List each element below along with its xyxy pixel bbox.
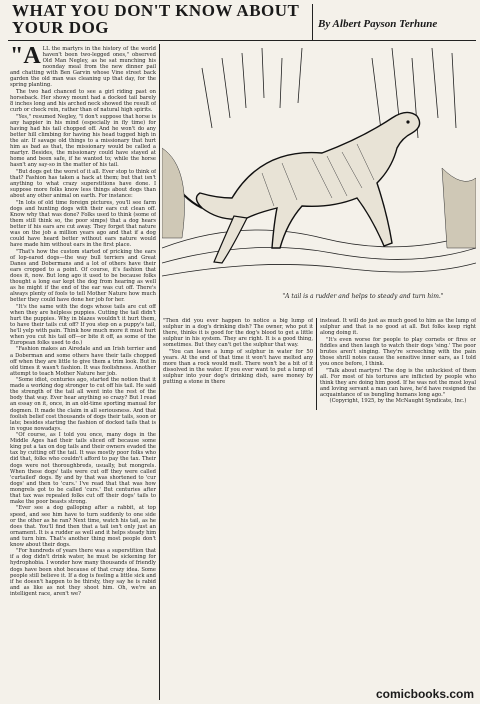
dog-illustration [162,48,476,288]
paragraph: "For hundreds of years there was a superstition that if a dog didn't drink water, he must be sickening for hydrophobia. I wonder how many thousands of friendly dogs have been shot because of that crazy idea. Some people still believe it. If a dog is feeling a little sick and if he doesn't happen to be thirsty, they say he is rabid and as like as not they shoot him. Oh, we're an intelligent race, aren't we? [10,548,156,597]
column-rule [316,318,317,410]
title-rule [8,40,476,41]
copyright-line: (Copyright, 1925, by the McNaught Syndicate, Inc.) [329,398,467,405]
paragraph-text: LL the martyrs in the history of the world haven't been two-legged ones," observed Old Man Negley, as he sat munching his noonday meal from the new dinner pail and chatting with Ben Garvin whose Vine street back garden the old man was cleaning up that day, for the spring planting. [10,46,156,89]
article-column-1 [10,46,156,702]
drop-cap: "A [10,46,41,69]
paragraph: "Then did you ever happen to notice a big lump of sulphur in a dog's drinking dish? The owner, who put it there, thinks it is good for the dog's blood to get a little sulphur in his system. They are right. It is a good thing, sometimes. But they can't get the sulphur that way. [163,318,313,349]
paragraph: "It's even worse for people to play cornets or fires or fiddles and then laugh to watch their dogs 'sing.' The poor brutes aren't singing. They're screeching with the pain those shrill notes cause the sensitive inner ears, as I told you once before, I think. [320,336,476,367]
paragraph: "Of course, as I told you once, many dogs in the Middle Ages had their tails sliced off because some king put a tax on dog tails and their owners evaded the tax by cutting off the tail. It was mostly poor folks who did that, folks who couldn't afford to pay the tax. Their dogs were not thoroughbreds, usually, but mongrels. When these dogs' tails were cut off they were called 'curtailed' dogs. By and by that was shortened to 'cur dogs' and then to 'curs.' I've read that that was how mongrels got to be called 'curs.' But centuries after that tax was repealed folks cut off their dogs' tails to make the poor beasts strong. [10,432,156,505]
title-divider [312,4,313,40]
column-rule [159,44,160,700]
site-watermark: comicbooks.com [375,687,474,701]
article-column-3 [320,318,476,418]
paragraph: "That's how the custom started of pricking the ears of lop-eared dogs—the way bull terriers and Great Danes and Dobermans and a lot of others have their ears cropped to a point. Of course, it's fashion that does it, now. But long ago it used to be because folks thought a long ear kept the dog from hearing as well as he might if the end of the ear was cut off. There's always plenty of fools to tell Mother Nature how much better they could have done her job for her. [10,248,156,303]
paragraph: "Fashion makes an Airedale and an Irish terrier and a Doberman and some others have their tails chopped off when they are little to give them a trim look. But in old times it wasn't fashion. It was foolishness. Another attempt to teach Mother Nature her job. [10,346,156,377]
article-column-2 [163,318,313,418]
paragraph: "Ever see a dog galloping after a rabbit, at top speed, and see him have to turn suddenly to one side or the other as he ran? Next time, watch his tail, as he does that. You'll find then that a tail isn't only just an ornament. It is a rudder as well and it helps steady him and turn him. That's another thing most people don't know about their dogs. [10,505,156,548]
paragraph: "In lots of old time foreign pictures, you'll see farm dogs and hunting dogs with their ears cut clean off. Know why that was done? Folks used to think (some of them still think so, the poor simps) that a dog hears better if his ears are cut away. They forget that nature was on the job a million years ago and that if a dog could have heard better without ears nature would have made him without ears in the first place. [10,199,156,248]
illustration-caption: "A tail is a rudder and helps to steady and turn him." [282,293,444,300]
paragraph: "Yes," resumed Negley, "I don't suppose that horse is any happier in his mind (especially in fly time) for having had his tail chopped off. And he won't do any better hill climbing for having his head tugged high in the air. If savage old things to a missionary that hurt him as bad as that, the missionary would be called a martyr. Besides, the missionary could have stayed at home and been safe, if he wanted to; while the horse hasn't any say-so in the matter of his tail. [10,113,156,169]
lead-paragraph [10,46,156,88]
paragraph: "Talk about martyrs! The dog is the unluckiest of them all. For most of his tortures are inflicted by people who think they are doing him good. If he was not the most loyal and loving servant a man can have, he'd have resigned the acquaintance of us bungling humans long ago." [320,367,476,398]
paragraph: "But dogs get the worst of it all. Ever stop to think of that? Fashion has taken a hack at them; but that isn't anything to what crazy superstitions have done. I suppose more folks know less things about dogs than about any other animal on earth. For instance: [10,168,156,199]
paragraph: "It's the same with the dogs whose tails are cut off when they are helpless puppies. Cutting the tail didn't hurt the puppies. Why in blazes wouldn't it hurt them, to have their tails cut off? If you step on a puppy's tail, he'll yelp with pain. Think how much more it must hurt when you cut his tail off—or bite it off, as some of the European folks used to do.) [10,303,156,346]
paragraph: instead. It will do just as much good to him as the lump of sulphur and that is no good at all. But folks keep right along doing it. [320,318,476,337]
article-byline: By Albert Payson Terhune [318,18,438,30]
paragraph: "You can leave a lump of sulphur in water for 50 years. At the end of that time it won't have melted any more than a rock would melt. There won't be a bit of it dissolved in the water. If you ever want to put a lump of sulphur into your dog's drinking dish, save money by putting a stone in there [163,348,313,386]
article-title: WHAT YOU DON'T KNOW ABOUT YOUR DOG [12,1,300,37]
paragraph: "Some idiot, centuries ago, started the notion that it made a working dog stronger to cut off his tail. He said the strength of the tail all went into the rest of the body that way. Ever hear anything so crazy? But I read an essay on it, once, in an old-time sporting manual for dogmen. It made the claim in all seriousness. And that foolish belief cost thousands of dogs their tails, soon or late; besides starting the fashion of docked tails that is in vogue nowadays. [10,377,156,432]
paragraph: The two had chanced to see a girl riding past on horseback. Her showy mount had a docked tail barely 8 inches long and his arched neck showed the result of curb or check rein, rather than of natural high spirits. [10,88,156,114]
